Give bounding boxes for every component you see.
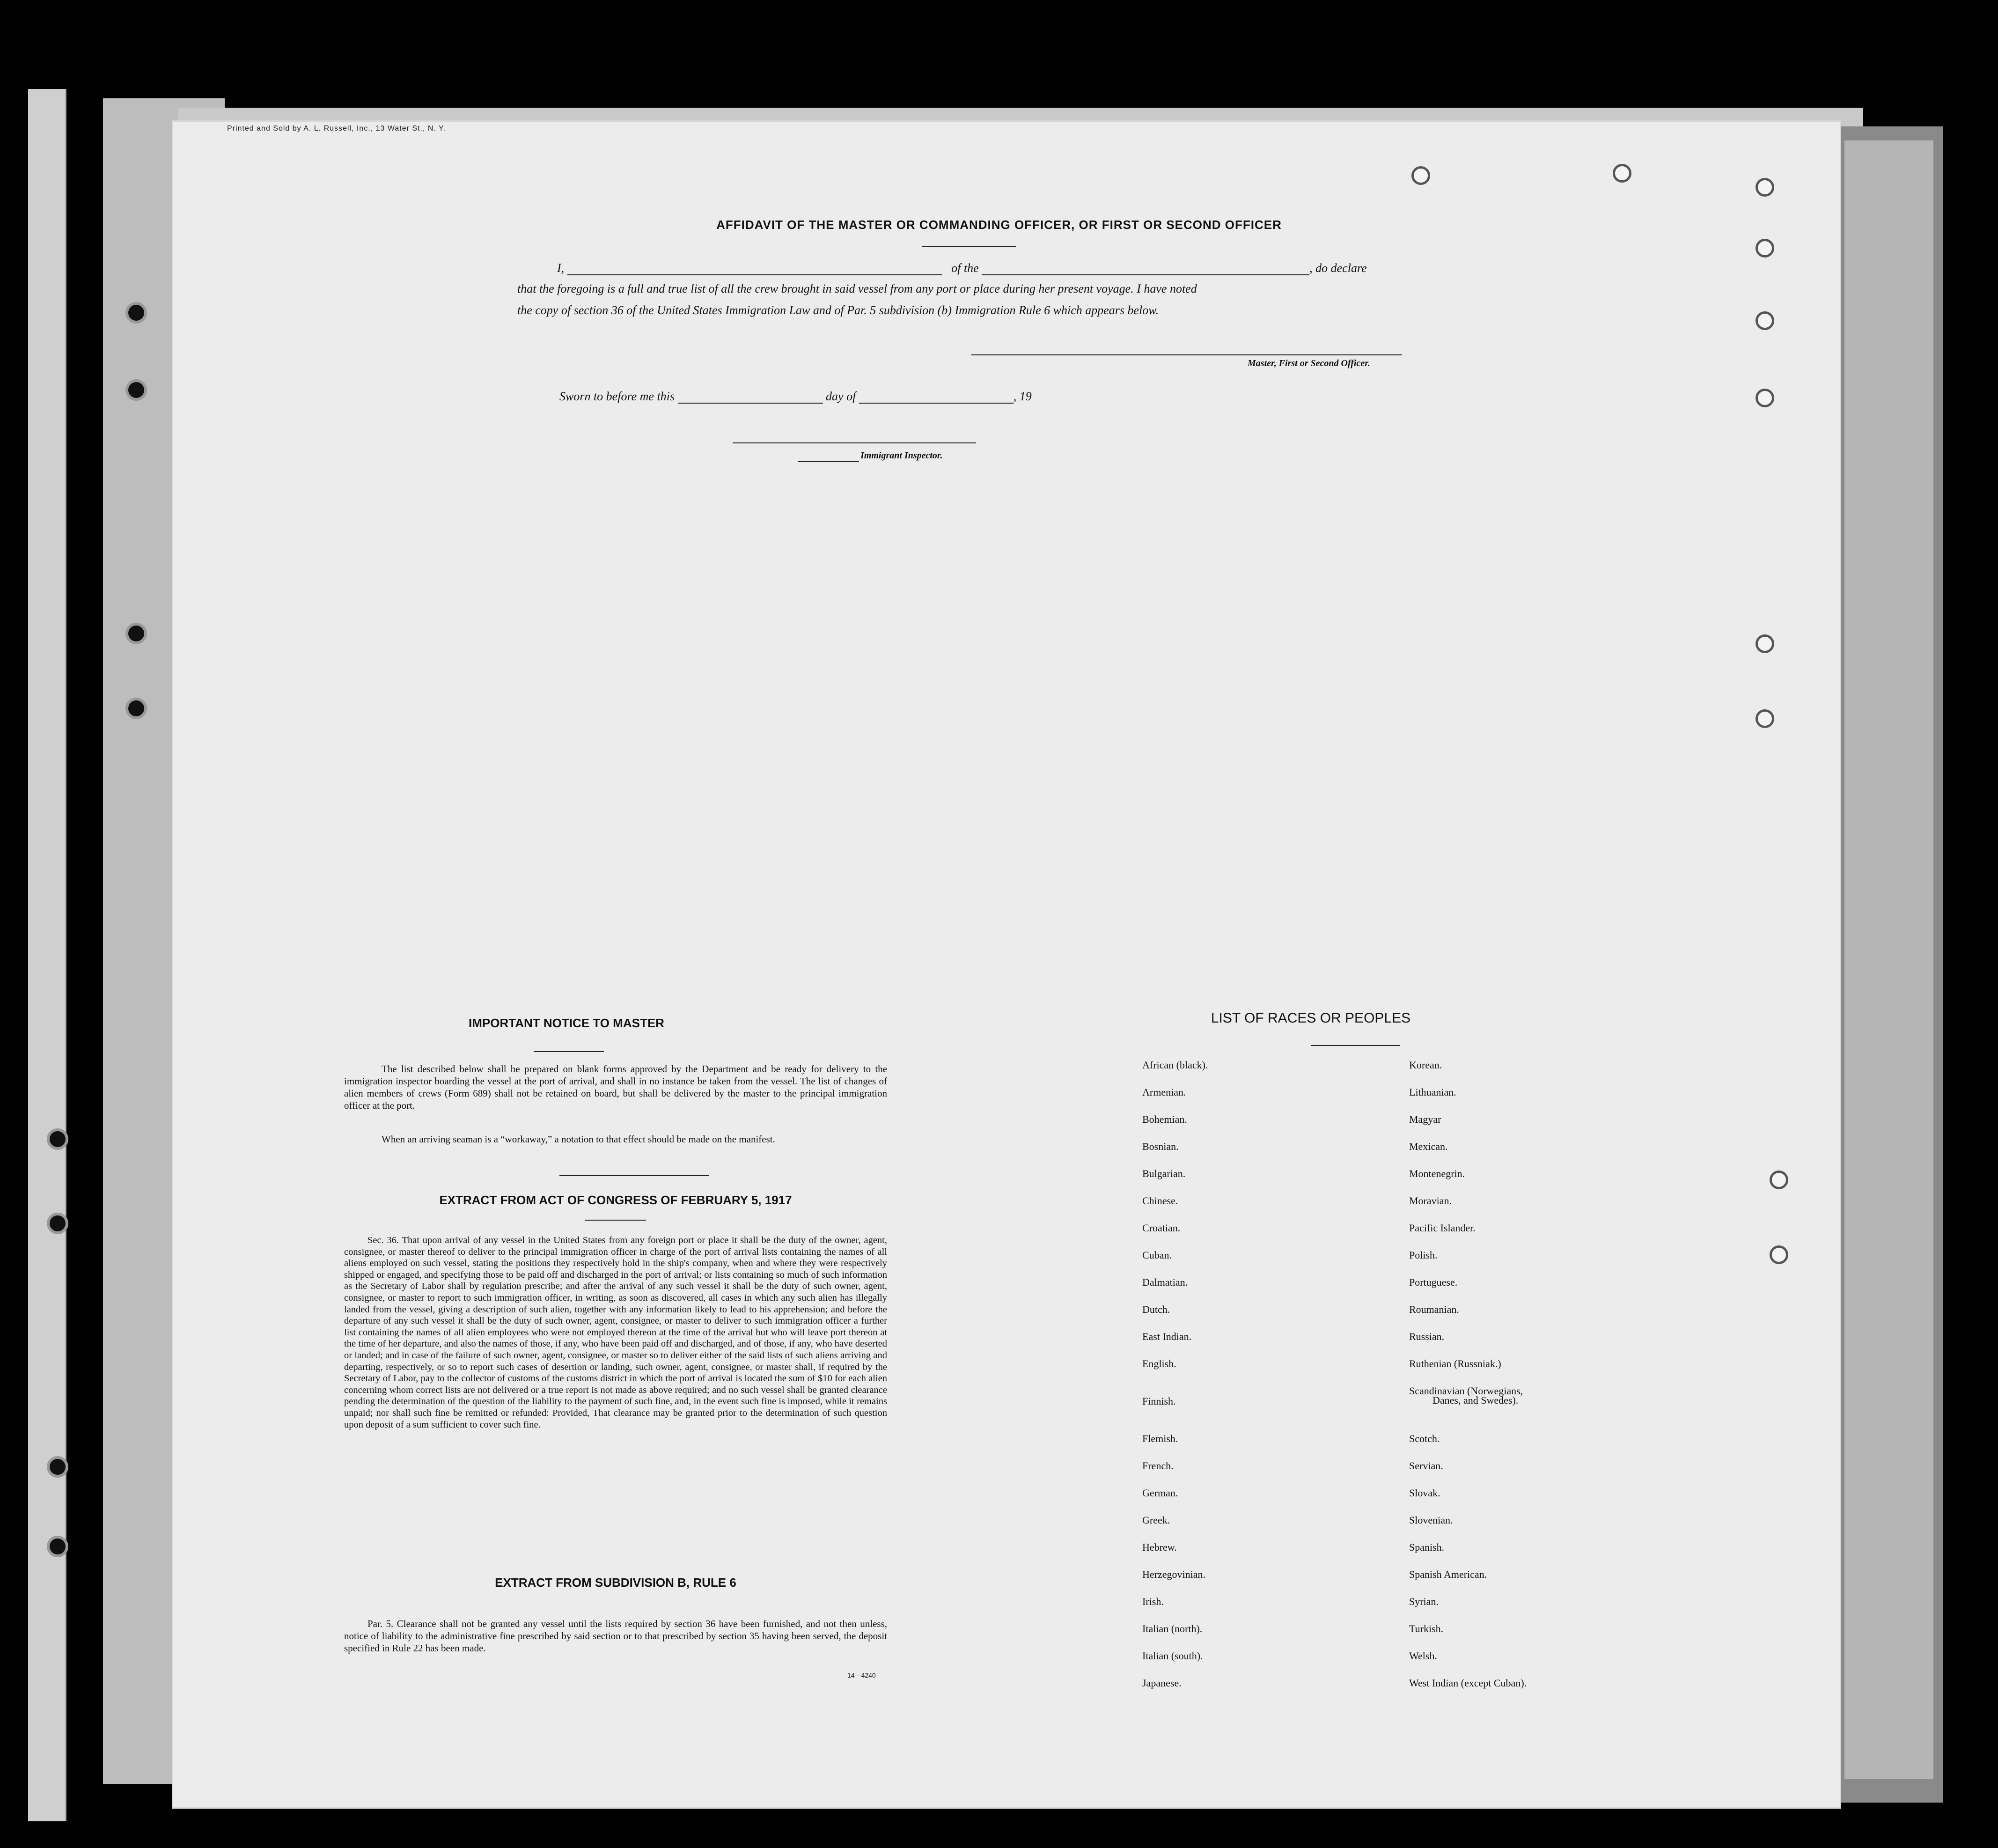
- race-item: Spanish.: [1409, 1541, 1445, 1553]
- title-divider: [922, 246, 1016, 247]
- printer-imprint: Printed and Sold by A. L. Russell, Inc., 13 Water St., N. Y.: [227, 125, 446, 133]
- vessel-prefix: of the: [951, 261, 979, 275]
- races-divider: [1311, 1045, 1400, 1046]
- rule-paragraph-5-text: Par. 5. Clearance shall not be granted any vessel until the lists required by section 36 have been furnished, and not then unless, notice of liability to the administrative fine prescribed by said section or to that prescribed by section 35 having been served, the deposit specified in Rule 22 has been made.: [344, 1618, 887, 1654]
- race-item: East Indian.: [1142, 1331, 1192, 1342]
- act-section-36-text: Sec. 36. That upon arrival of any vessel in the United States from any foreign port or place it shall be the duty of the owner, agent, consignee, or master thereof to deliver to the principal immigration officer in charge of the port of arrival lists containing the names of all aliens employed on such vessel, stating the positions they respectively hold in the ship's company, when and where they were respectively shipped or engaged, and specifying those to be paid off and discharged in the port of arrival; or lists containing so much of such information as the Secretary of Labor shall by regulation prescribe; and after the arrival of any such vessel it shall be the duty of such owner, agent, consignee, or master to report to such immigration officer, in writing, as soon as discovered, all cases in which any such alien has illegally landed from the vessel, giving a description of such alien, together with any information likely to lead to his apprehension; and before the departure of any such vessel it shall be the duty of such owner, agent, consignee, or master to deliver to such immigration officer a further list containing the names of all alien employees who were not employed thereon at the time of the arrival but who will leave port thereon at the time of her departure, and also the names of those, if any, who have been paid off and discharged, and of those, if any, who have deserted or landed; and in case of the failure of such owner, agent, consignee, or master so to deliver either of the said lists of such aliens arriving and departing, respectively, or so to report such cases of desertion or landing, such owner, agent, consignee, or master shall, if required by the Secretary of Labor, pay to the collector of customs of the customs district in which the port of arrival is located the sum of $10 for each alien concerning whom correct lists are not delivered or a true report is not made as above required; and no such vessel shall be granted clearance pending the determination of the question of the liability to the payment of such fine, and, in the event such fine is imposed, while it remains unpaid; nor shall such fine be remitted or refunded: Provided, That clearance may be granted prior to the determination of such question upon deposit of a sum sufficient to cover such fine.: [344, 1235, 887, 1430]
- declarant-name-field[interactable]: [567, 274, 942, 275]
- form-number: 14—4240: [847, 1671, 876, 1679]
- inspector-caption: Immigrant Inspector.: [860, 450, 943, 461]
- race-item: African (black).: [1142, 1059, 1208, 1071]
- declare-suffix: , do declare: [1309, 261, 1367, 275]
- punch-hole: [1756, 311, 1774, 330]
- race-item: Japanese.: [1142, 1677, 1182, 1689]
- race-item: Croatian.: [1142, 1222, 1181, 1234]
- race-item: West Indian (except Cuban).: [1409, 1677, 1527, 1689]
- notice-paragraph-1: The list described below shall be prepared on blank forms approved by the Department and be ready for delivery to the immigration inspector boarding the vessel at the port of arrival, and shall in no instance be taken from the vessel. The list of changes of alien members of crews (Form 689) shall not be retained on board, but shall be delivered by the master to the principal immigration officer at the port.: [344, 1063, 887, 1111]
- sworn-prefix: Sworn to before me this: [559, 390, 675, 403]
- scandinavian-continuation: Danes, and Swedes).: [1432, 1394, 1519, 1406]
- race-item: English.: [1142, 1358, 1176, 1369]
- race-item: Servian.: [1409, 1460, 1443, 1472]
- act-extract-title: EXTRACT FROM ACT OF CONGRESS OF FEBRUARY 5, 1917: [439, 1193, 792, 1207]
- races-left-column: [1142, 1059, 1376, 1696]
- race-item: Slovenian.: [1409, 1514, 1453, 1526]
- inspector-prefix-line: [798, 461, 859, 462]
- signature-caption: Master, First or Second Officer.: [1248, 358, 1370, 368]
- punch-hole: [1756, 389, 1774, 407]
- day-of-label: day of: [826, 390, 856, 403]
- declarant-prefix: I,: [557, 261, 565, 275]
- race-item: Portuguese.: [1409, 1276, 1458, 1288]
- race-item: Montenegrin.: [1409, 1168, 1465, 1179]
- race-item: Chinese.: [1142, 1195, 1178, 1207]
- race-item: Mexican.: [1409, 1141, 1448, 1152]
- affidavit-line-2: that the foregoing is a full and true list of all the crew brought in said vessel from any port or place during her present voyage. I have noted: [517, 282, 1197, 295]
- race-item: Korean.: [1409, 1059, 1442, 1071]
- punch-hole: [1756, 178, 1774, 197]
- race-item: Roumanian.: [1409, 1303, 1459, 1315]
- race-item: Bulgarian.: [1142, 1168, 1186, 1179]
- affidavit-title: AFFIDAVIT OF THE MASTER OR COMMANDING OFFICER, OR FIRST OR SECOND OFFICER: [716, 218, 1282, 232]
- race-item: Greek.: [1142, 1514, 1170, 1526]
- signature-line[interactable]: [971, 354, 1402, 355]
- race-item: Spanish American.: [1409, 1568, 1487, 1580]
- race-item: Flemish.: [1142, 1433, 1178, 1444]
- notice-end-divider: [559, 1175, 709, 1176]
- race-item: Hebrew.: [1142, 1541, 1177, 1553]
- race-item: Moravian.: [1409, 1195, 1452, 1207]
- race-item: Bosnian.: [1142, 1141, 1179, 1152]
- sworn-month-field[interactable]: [859, 403, 1014, 404]
- race-item: Turkish.: [1409, 1623, 1444, 1634]
- race-item: Pacific Islander.: [1409, 1222, 1476, 1234]
- binder-hole: [47, 1456, 68, 1478]
- races-right-column: [1409, 1059, 1690, 1696]
- race-item: Welsh.: [1409, 1650, 1437, 1662]
- binder-hole: [47, 1536, 68, 1557]
- race-item: French.: [1142, 1460, 1174, 1472]
- race-item: Magyar: [1409, 1113, 1441, 1125]
- punch-hole: [1770, 1171, 1788, 1189]
- binder-hole: [47, 1128, 68, 1150]
- punch-hole: [1756, 239, 1774, 258]
- race-item: Cuban.: [1142, 1249, 1172, 1261]
- race-item: Polish.: [1409, 1249, 1438, 1261]
- act-divider: [585, 1220, 646, 1221]
- sworn-day-field[interactable]: [678, 403, 823, 404]
- race-item: Scandinavian (Norwegians,: [1409, 1385, 1523, 1397]
- race-item: German.: [1142, 1487, 1178, 1499]
- race-item: Herzegovinian.: [1142, 1568, 1205, 1580]
- year-prefix: , 19: [1013, 390, 1032, 403]
- race-item: Dutch.: [1142, 1303, 1170, 1315]
- rule-extract-title: EXTRACT FROM SUBDIVISION B, RULE 6: [495, 1576, 736, 1590]
- race-item: Dalmatian.: [1142, 1276, 1188, 1288]
- race-item: Syrian.: [1409, 1596, 1439, 1607]
- race-item: Bohemian.: [1142, 1113, 1187, 1125]
- race-item: Russian.: [1409, 1331, 1445, 1342]
- punch-hole: [1411, 166, 1430, 185]
- race-item: Irish.: [1142, 1596, 1164, 1607]
- race-item: Italian (south).: [1142, 1650, 1203, 1662]
- vessel-name-field[interactable]: [982, 274, 1309, 275]
- affidavit-line-1: [557, 261, 1367, 275]
- notice-paragraph-2: When an arriving seaman is a “workaway,” a notation to that effect should be made on the manifest.: [382, 1134, 775, 1145]
- notice-title: IMPORTANT NOTICE TO MASTER: [469, 1016, 664, 1030]
- punch-hole: [1613, 164, 1631, 183]
- left-binder-strip: [28, 89, 66, 1821]
- race-item: Slovak.: [1409, 1487, 1440, 1499]
- binder-hole: [47, 1213, 68, 1234]
- races-title: LIST OF RACES OR PEOPLES: [1211, 1010, 1411, 1026]
- binder-hole: [125, 379, 147, 401]
- race-item: Armenian.: [1142, 1086, 1186, 1098]
- race-item: Ruthenian (Russniak.): [1409, 1358, 1501, 1369]
- race-item: Scotch.: [1409, 1433, 1440, 1444]
- inspector-signature-line[interactable]: [733, 442, 976, 443]
- binder-hole: [125, 302, 147, 324]
- sworn-line: [559, 390, 1032, 404]
- race-item: Lithuanian.: [1409, 1086, 1456, 1098]
- punch-hole: [1770, 1245, 1788, 1264]
- binder-hole: [125, 698, 147, 719]
- notice-divider: [534, 1051, 604, 1052]
- right-edge-sheet-inner: [1844, 140, 1933, 1779]
- race-item: Finnish.: [1142, 1395, 1176, 1407]
- punch-hole: [1756, 709, 1774, 728]
- race-item: Italian (north).: [1142, 1623, 1203, 1634]
- affidavit-line-3: the copy of section 36 of the United States Immigration Law and of Par. 5 subdivision (b) Immigration Rule 6 which appears below.: [517, 303, 1159, 317]
- punch-hole: [1756, 634, 1774, 653]
- binder-hole: [125, 623, 147, 644]
